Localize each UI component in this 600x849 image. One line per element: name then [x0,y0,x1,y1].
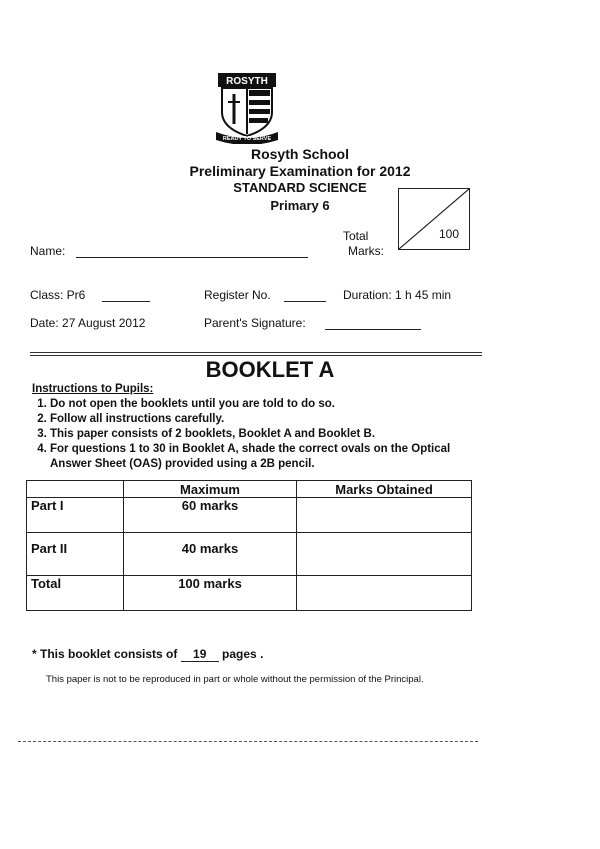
page-count-note [32,647,263,662]
obtained-cell[interactable] [297,498,472,533]
max-cell: 100 marks [124,576,297,611]
table-row [27,498,472,533]
exam-title: Preliminary Examination for 2012 [189,163,411,179]
instruction-item: 1. Do not open the booklets until you are told to do so. [50,397,460,412]
table-row [27,576,472,611]
total-marks-label-1: Total [343,229,369,243]
part-cell: Part I [27,498,124,533]
date-text: Date: 27 August 2012 [30,316,146,330]
table-header-row [27,481,472,498]
school-crest-logo [214,72,280,144]
instructions-list [32,397,460,472]
instructions [32,382,460,472]
instruction-item: 2. Follow all instructions carefully. [50,412,460,427]
divider-line [30,352,482,353]
svg-text:ROSYTH: ROSYTH [226,76,268,87]
max-cell: 40 marks [124,533,297,576]
total-marks-box[interactable] [398,188,470,250]
table-header-cell [27,481,124,498]
duration-text: Duration: 1 h 45 min [343,288,452,302]
class-field[interactable] [102,289,150,302]
obtained-cell[interactable] [297,533,472,576]
max-cell: 60 marks [124,498,297,533]
obtained-cell[interactable] [297,576,472,611]
register-field[interactable] [284,289,326,302]
instruction-item: 4. For questions 1 to 30 in Booklet A, shade the correct ovals on the Optical Answer Sheet (OAS) provided using a 2B pencil. [50,442,460,472]
level-title: Primary 6 [270,198,330,213]
name-label: Name: [30,244,66,258]
marks-table [26,480,472,611]
instruction-item: 3. This paper consists of 2 booklets, Booklet A and Booklet B. [50,427,460,442]
class-label: Class: Pr6 [30,288,86,302]
total-marks-label-2: Marks: [348,244,384,258]
name-field[interactable] [76,245,308,258]
booklet-title: BOOKLET A [205,357,335,382]
page-count-prefix: * This booklet consists of [32,647,178,661]
page-count-value: 19 [181,647,219,662]
parent-signature-field[interactable] [325,317,421,330]
part-cell: Total [27,576,124,611]
total-marks-value: 100 [439,227,460,241]
divider-line [30,355,482,356]
instructions-title: Instructions to Pupils: [32,383,154,395]
copyright-notice: This paper is not to be reproduced in part or whole without the permission of the Principal. [46,674,424,685]
subject-title: STANDARD SCIENCE [233,180,367,195]
table-header-cell: Marks Obtained [297,481,472,498]
svg-text:READY TO SERVE: READY TO SERVE [222,136,272,142]
table-row [27,533,472,576]
register-label: Register No. [204,288,271,302]
part-cell: Part II [27,533,124,576]
dashed-divider [18,741,478,742]
parent-signature-label: Parent's Signature: [204,316,306,330]
page-count-suffix: pages . [222,647,264,661]
school-name: Rosyth School [250,146,349,162]
table-header-cell: Maximum [124,481,297,498]
